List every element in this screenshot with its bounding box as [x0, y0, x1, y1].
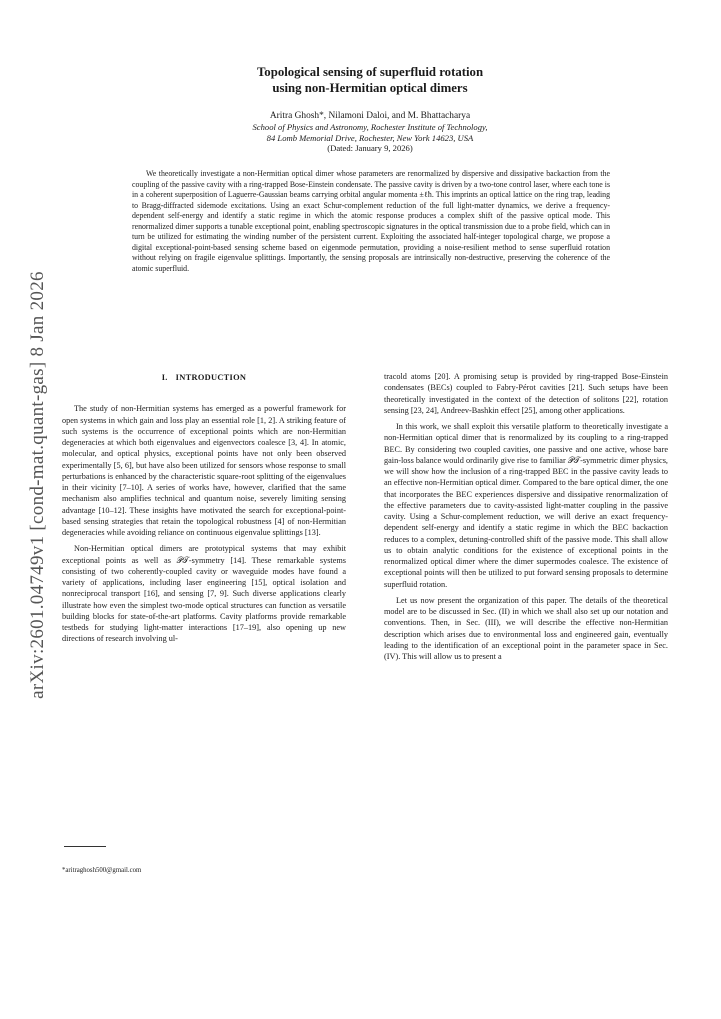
- paragraph: Let us now present the organization of this paper. The details of the theoretical model are to be discussed in Sec. (II) in which we shall also set up our notation and conventions. Then, in Sec. (III), we will describe the effective non-Hermitian description which arises due to environmental loss and engineered gain, eventually leading to the identification of an exceptional point in the parameter space in Sec. (IV). This will allow us to present a: [384, 595, 668, 661]
- left-column: [62, 372, 346, 645]
- paper-title: [150, 64, 590, 96]
- paragraph: In this work, we shall exploit this versatile platform to theoretically investigate a non-Hermitian optical dimer that is renormalized by its coupling to a ring-trapped BEC. By considering two coupled cavities, one passive and one active, whose bare gain-loss balance would ordinarily give rise to familiar 𝒫𝒯-symmetric dimer physics, we will show how the inclusion of a ring-trapped BEC in the passive cavity leads to an effective non-Hermitian optical dimer. Compared to the bare optical dimer, the one that incorporates the BEC experiences dispersive and dissipative renormalization of the effective parameters due to cavity-assisted light-matter coupling in the passive cavity. Using a Schur-complement reduction, we will derive an exact frequency-dependent self-energy and identify a static regime in which the BEC backaction reduces to a complex, detuning-controlled shift of the passive mode. This shall allow us to obtain analytic conditions for the existence of exceptional points in the renormalized optical dimer where the dimer supermodes coalesce. The existence of exceptional points will then be utilized to put forward sensing proposals to determine superfluid rotation.: [384, 422, 668, 589]
- abstract-text: We theoretically investigate a non-Hermitian optical dimer whose parameters are renormalized by dispersive and dissipative backaction from the coupling of the passive cavity with a ring-trapped Bose-Einstein condensate. The passive cavity is driven by a two-tone control laser, where each tone is in a coherent superposition of Laguerre-Gaussian beams carrying orbital angular momenta ±ℓħ. This imprints an optical lattice on the ring trap, leading to Bragg-diffracted sidemode excitations. Using an exact Schur-complement reduction of the full light-matter dynamics, we derive a frequency-dependent self-energy and identify a static regime in which the atomic response produces a complex shift of the passive optical mode. This renormalized dimer supports a tunable exceptional point, enabling spectroscopic signatures in the optical transmission due to a probe field, which can in turn be utilized for estimating the winding number of the persistent current. Exploiting the associated half-integer topological charge, we propose a digital exceptional-point-based sensing scheme based on eigenmode permutation, providing a noise-resilient method to sense superfluid rotation without relying on fragile eigenvalue splittings. Importantly, the sensing proposals are intrinsically non-destructive, preserving the coherence of the atomic superfluid.: [132, 169, 610, 273]
- arxiv-identifier: arXiv:2601.04749v1 [cond-mat.quant-gas] 8 Jan 2026: [27, 271, 48, 699]
- footnote: *aritraghosh500@gmail.com: [62, 867, 142, 874]
- section-heading: [62, 372, 346, 383]
- title-line-2: using non-Hermitian optical dimers: [272, 81, 468, 95]
- abstract: [132, 169, 610, 274]
- paragraph: Non-Hermitian optical dimers are prototypical systems that may exhibit exceptional points as well as 𝒫𝒯-symmetry [14]. These remarkable systems consisting of two coherently-coupled cavity or waveguide modes have found a variety of applications, including laser engineering [15], optical isolation and nonreciprocal transport [16], and sensing [7, 9]. Such diverse applications clearly illustrate how even the simplest two-mode optical structures can function as versatile building blocks for state-of-the-art platforms. Cavity platforms provide remarkable testbeds for studying light-matter interactions [17–19], also opening up new directions of research involving ul-: [62, 544, 346, 644]
- author-list: Aritra Ghosh*, Nilamoni Daloi, and M. Bhattacharya: [269, 111, 471, 121]
- paragraph: The study of non-Hermitian systems has emerged as a powerful framework for open systems in which gain and loss play an essential role [1, 2]. A striking feature of such systems is the occurrence of exceptional points which are non-Hermitian degeneracies at which both eigenvalues and eigenvectors coalesce [3, 4]. In atomic, molecular, and optical physics, exceptional points have not only been observed experimentally [5, 6], but have also been utilized for sensors whose response to small perturbations is enhanced by the characteristic square-root splitting of the eigenvalues in their vicinity [7–10]. A series of works have, however, clarified that the same mechanism also amplifies technical and quantum noise, severely limiting sensing advantage [10–12]. These insights have motivated the search for exceptional-point-based sensing strategies that retain the topological robustness [4] of non-Hermitian degeneracies while avoiding reliance on continuous eigenvalue splittings [13].: [62, 404, 346, 537]
- affiliation-line-2: 84 Lomb Memorial Drive, Rochester, New York 14623, USA: [266, 132, 474, 143]
- affiliation-line-1: School of Physics and Astronomy, Rochester Institute of Technology,: [252, 122, 488, 132]
- section-title: INTRODUCTION: [175, 373, 247, 382]
- title-line-1: Topological sensing of superfluid rotation: [256, 65, 484, 79]
- paragraph: tracold atoms [20]. A promising setup is provided by ring-trapped Bose-Einstein condensates (BECs) coupled to Fabry-Pérot cavities [21]. Such setups have been theoretically investigated in the context of the detection of solitons [22], rotation sensing [23, 24], Andreev-Bashkin effect [25], among other applications.: [384, 372, 668, 415]
- author-block: [150, 110, 590, 154]
- date-line: (Dated: January 9, 2026): [327, 143, 413, 153]
- section-number: I.: [161, 373, 168, 382]
- arxiv-sidebar: [14, 235, 62, 735]
- footnote-divider: [64, 846, 106, 847]
- right-column: [384, 371, 668, 662]
